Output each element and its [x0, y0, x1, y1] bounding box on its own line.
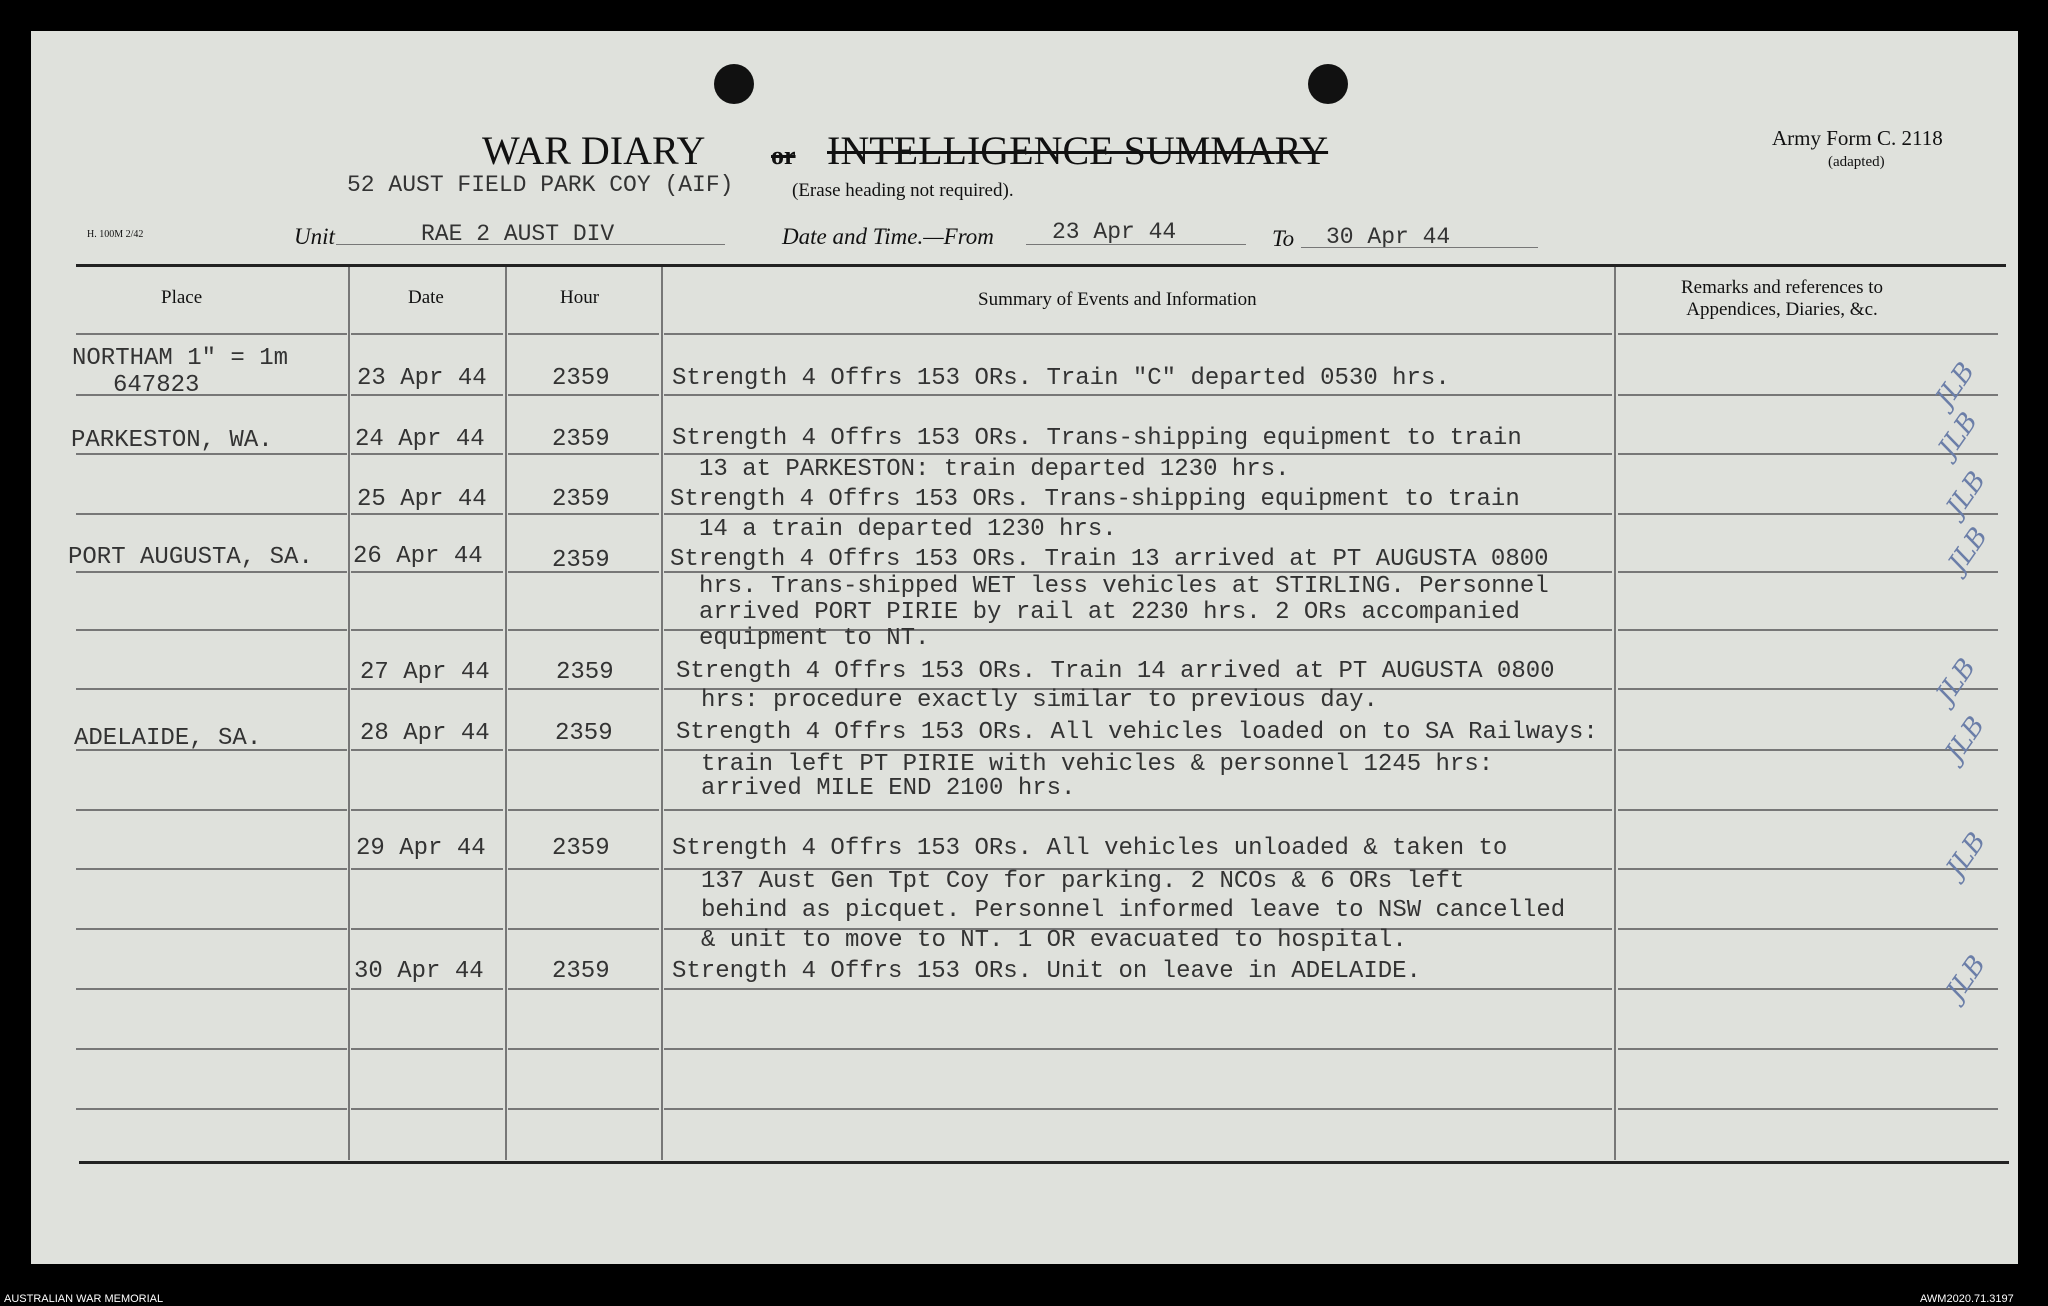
row-rule [76, 988, 347, 990]
row-rule [664, 394, 1612, 396]
row-rule [351, 1048, 503, 1050]
army-form-label: Army Form C. 2118 [1772, 126, 1943, 150]
row-rule [1618, 1048, 1998, 1050]
summary-line: 14 a train departed 1230 hrs. [699, 516, 1117, 543]
row-rule [351, 513, 503, 515]
date-cell: 25 Apr 44 [357, 486, 487, 513]
handwritten-initials: JLB [1929, 357, 1982, 413]
row-rule [508, 688, 659, 690]
summary-line: Strength 4 Offrs 153 ORs. All vehicles unloaded & taken to [672, 835, 1508, 862]
row-rule [76, 333, 347, 335]
date-label: Date and Time.—From [782, 224, 994, 249]
row-rule [351, 809, 503, 811]
row-rule [1618, 928, 1998, 930]
row-rule [76, 688, 347, 690]
hour-cell: 2359 [552, 958, 610, 985]
table-bottom-rule [79, 1161, 2009, 1164]
handwritten-initials: JLB [1940, 950, 1993, 1006]
from-value: 23 Apr 44 [1052, 219, 1177, 245]
hour-cell: 2359 [552, 365, 610, 392]
col-header-date: Date [408, 287, 444, 308]
row-rule [351, 333, 503, 335]
row-rule [351, 749, 503, 751]
summary-line: Strength 4 Offrs 153 ORs. Trans-shipping equipment to train [670, 486, 1520, 513]
row-rule [351, 571, 503, 573]
date-cell: 30 Apr 44 [354, 958, 484, 985]
unit-label: Unit [294, 224, 335, 249]
hour-cell: 2359 [552, 835, 610, 862]
summary-line: Strength 4 Offrs 153 ORs. Train 13 arrived at PT AUGUSTA 0800 [670, 546, 1549, 573]
row-rule [76, 571, 347, 573]
row-rule [508, 513, 659, 515]
summary-line: equipment to NT. [699, 625, 930, 652]
handwritten-initials: JLB [1939, 711, 1992, 767]
adapted-label: (adapted) [1828, 154, 1885, 170]
row-rule [76, 868, 347, 870]
place-northam: NORTHAM 1" = 1m [72, 345, 289, 372]
row-rule [76, 1108, 347, 1110]
col-header-hour: Hour [560, 287, 600, 308]
hour-cell: 2359 [555, 720, 613, 747]
place-northam-ref: 647823 [113, 372, 200, 399]
row-rule [508, 988, 659, 990]
date-cell: 27 Apr 44 [360, 659, 490, 686]
row-rule [664, 333, 1612, 335]
row-rule [508, 629, 659, 631]
row-rule [76, 513, 347, 515]
row-rule [664, 1048, 1612, 1050]
footer-credit: AUSTRALIAN WAR MEMORIAL [4, 1293, 164, 1305]
summary-line: & unit to move to NT. 1 OR evacuated to hospital. [701, 927, 1407, 954]
row-rule [351, 988, 503, 990]
col-header-place: Place [161, 287, 203, 308]
hour-cell: 2359 [552, 547, 610, 574]
col-header-remarks-line1: Remarks and references to [1681, 277, 1884, 298]
row-rule [664, 988, 1612, 990]
col-header-remarks [1681, 277, 1883, 321]
form-title: WAR DIARY [482, 128, 706, 173]
summary-line: behind as picquet. Personnel informed leave to NSW cancelled [701, 897, 1566, 924]
row-rule [508, 453, 659, 455]
hour-cell: 2359 [556, 659, 614, 686]
row-rule [508, 394, 659, 396]
summary-line: 137 Aust Gen Tpt Coy for parking. 2 NCOs & 6 ORs left [701, 868, 1465, 895]
hour-cell: 2359 [552, 426, 610, 453]
col-header-remarks-line2: Appendices, Diaries, &c. [1686, 299, 1878, 320]
row-rule [508, 868, 659, 870]
unit-fill-line [336, 244, 725, 245]
row-rule [508, 1048, 659, 1050]
place-adelaide: ADELAIDE, SA. [74, 725, 262, 752]
col-header-summary: Summary of Events and Information [978, 289, 1257, 310]
row-rule [1618, 1108, 1998, 1110]
row-rule [664, 513, 1612, 515]
row-rule [76, 629, 347, 631]
from-fill-line [1026, 244, 1246, 245]
row-rule [1618, 809, 1998, 811]
erase-note: (Erase heading not required). [792, 180, 1014, 201]
to-fill-line [1301, 247, 1538, 248]
row-rule [508, 749, 659, 751]
summary-line: Strength 4 Offrs 153 ORs. Train 14 arrived at PT AUGUSTA 0800 [676, 658, 1555, 685]
row-rule [664, 453, 1612, 455]
row-rule [351, 1108, 503, 1110]
handwritten-initials: JLB [1930, 653, 1983, 709]
col-divider-hour [661, 267, 663, 1160]
row-rule [1618, 868, 1998, 870]
row-rule [508, 809, 659, 811]
row-rule [508, 928, 659, 930]
row-rule [351, 394, 503, 396]
date-cell: 24 Apr 44 [355, 426, 485, 453]
footer-accession: AWM2020.71.3197 [1920, 1293, 2014, 1305]
row-rule [76, 928, 347, 930]
table-top-rule [76, 264, 2006, 267]
row-rule [1618, 571, 1998, 573]
punch-hole-right [1308, 64, 1348, 104]
unit-value: RAE 2 AUST DIV [421, 221, 615, 247]
to-value: 30 Apr 44 [1326, 224, 1451, 250]
punch-hole-left [714, 64, 754, 104]
summary-line: arrived PORT PIRIE by rail at 2230 hrs. 2 ORs accompanied [699, 599, 1520, 626]
form-code: H. 100M 2/42 [87, 229, 144, 240]
col-divider-date [505, 267, 507, 1160]
row-rule [76, 809, 347, 811]
diary-page [31, 31, 2018, 1264]
row-rule [508, 333, 659, 335]
or-word: or [771, 141, 796, 170]
row-rule [508, 1108, 659, 1110]
to-label: To [1272, 226, 1295, 251]
place-port-augusta: PORT AUGUSTA, SA. [68, 544, 313, 571]
unit-heading: 52 AUST FIELD PARK COY (AIF) [347, 172, 734, 198]
handwritten-initials: JLB [1942, 522, 1995, 578]
row-rule [664, 1108, 1612, 1110]
row-rule [76, 1048, 347, 1050]
row-rule [351, 453, 503, 455]
col-divider-summary [1614, 267, 1616, 1160]
row-rule [1618, 453, 1998, 455]
handwritten-initials: JLB [1940, 466, 1993, 522]
summary-line: Strength 4 Offrs 153 ORs. All vehicles loaded on to SA Railways: [676, 719, 1598, 746]
summary-line: hrs. Trans-shipped WET less vehicles at STIRLING. Personnel [699, 573, 1549, 600]
summary-line: 13 at PARKESTON: train departed 1230 hrs. [699, 456, 1290, 483]
handwritten-initials: JLB [1940, 827, 1993, 883]
col-divider-place [348, 267, 350, 1160]
row-rule [1618, 629, 1998, 631]
hour-cell: 2359 [552, 486, 610, 513]
row-rule [351, 688, 503, 690]
date-cell: 23 Apr 44 [357, 365, 487, 392]
row-rule [351, 928, 503, 930]
date-cell: 29 Apr 44 [356, 835, 486, 862]
place-parkeston: PARKESTON, WA. [71, 427, 273, 454]
summary-line: Strength 4 Offrs 153 ORs. Trans-shipping equipment to train [672, 425, 1522, 452]
summary-line: train left PT PIRIE with vehicles & personnel 1245 hrs: [701, 751, 1494, 778]
struck-heading: INTELLIGENCE SUMMARY [827, 128, 1329, 173]
date-cell: 28 Apr 44 [360, 720, 490, 747]
row-rule [351, 868, 503, 870]
row-rule [664, 809, 1612, 811]
summary-line: Strength 4 Offrs 153 ORs. Train "C" departed 0530 hrs. [672, 365, 1450, 392]
row-rule [1618, 333, 1998, 335]
handwritten-initials: JLB [1932, 407, 1985, 463]
summary-line: Strength 4 Offrs 153 ORs. Unit on leave in ADELAIDE. [672, 958, 1421, 985]
summary-line: hrs: procedure exactly similar to previous day. [701, 687, 1378, 714]
row-rule [351, 629, 503, 631]
date-cell: 26 Apr 44 [353, 543, 483, 570]
summary-line: arrived MILE END 2100 hrs. [701, 775, 1076, 802]
row-rule [1618, 513, 1998, 515]
